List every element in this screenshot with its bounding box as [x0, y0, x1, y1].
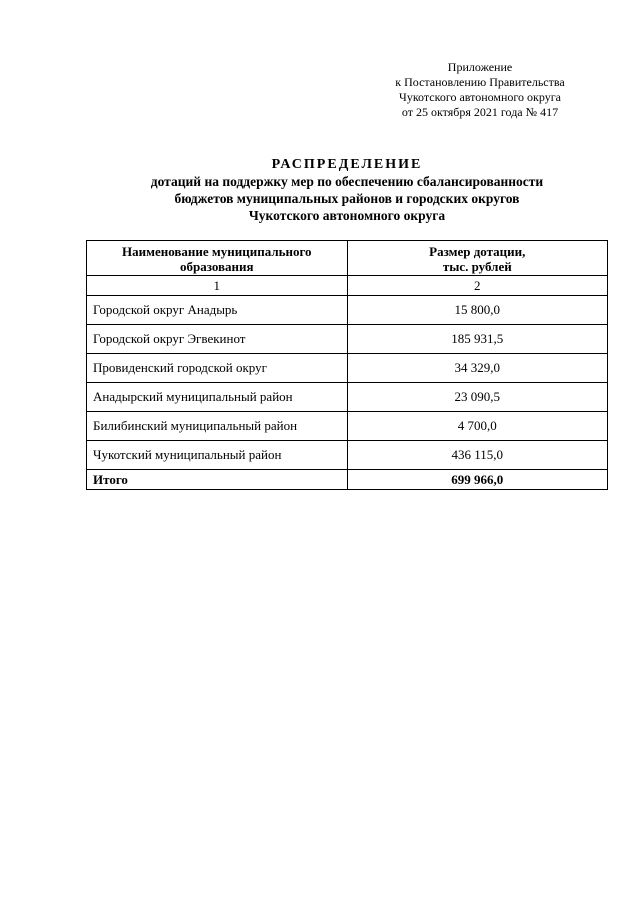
table-row [87, 383, 608, 412]
appendix-note [380, 60, 580, 120]
total-row [87, 470, 608, 490]
subsidy-amount: 34 329,0 [347, 354, 607, 383]
title-main: РАСПРЕДЕЛЕНИЕ [271, 157, 423, 172]
appendix-line: Приложение [447, 60, 513, 74]
column-number: 2 [347, 276, 607, 296]
table-row [87, 441, 608, 470]
appendix-line: от 25 октября 2021 года № 417 [401, 105, 559, 119]
table-header-row [87, 241, 608, 276]
municipality-name: Городской округ Эгвекинот [87, 325, 348, 354]
municipality-name: Чукотский муниципальный район [87, 441, 348, 470]
header-text: тыс. рублей [442, 258, 512, 274]
total-amount: 699 966,0 [347, 470, 607, 490]
table-row [87, 296, 608, 325]
subsidy-table [86, 240, 608, 490]
header-municipality [87, 241, 348, 276]
subsidy-amount: 4 700,0 [347, 412, 607, 441]
table-row [87, 325, 608, 354]
table-row [87, 412, 608, 441]
title-subline: бюджетов муниципальных районов и городских округов [174, 191, 520, 206]
municipality-name: Городской округ Анадырь [87, 296, 348, 325]
subsidy-amount: 23 090,5 [347, 383, 607, 412]
subsidy-amount: 436 115,0 [347, 441, 607, 470]
municipality-name: Анадырский муниципальный район [87, 383, 348, 412]
column-number: 1 [87, 276, 348, 296]
title-subline: дотаций на поддержку мер по обеспечению сбалансированности [150, 174, 544, 189]
column-number-row [87, 276, 608, 296]
appendix-line: Чукотского автономного округа [399, 90, 561, 104]
header-text: Наименование муниципального [121, 243, 312, 259]
subsidy-amount: 15 800,0 [347, 296, 607, 325]
header-text: образования [179, 258, 254, 274]
subsidy-amount: 185 931,5 [347, 325, 607, 354]
header-amount [347, 241, 607, 276]
document-title [86, 156, 608, 224]
table-row [87, 354, 608, 383]
total-label: Итого [87, 470, 348, 490]
header-text: Размер дотации, [429, 243, 526, 259]
title-subline: Чукотского автономного округа [248, 208, 446, 223]
municipality-name: Провиденский городской округ [87, 354, 348, 383]
municipality-name: Билибинский муниципальный район [87, 412, 348, 441]
appendix-line: к Постановлению Правительства [395, 75, 565, 89]
